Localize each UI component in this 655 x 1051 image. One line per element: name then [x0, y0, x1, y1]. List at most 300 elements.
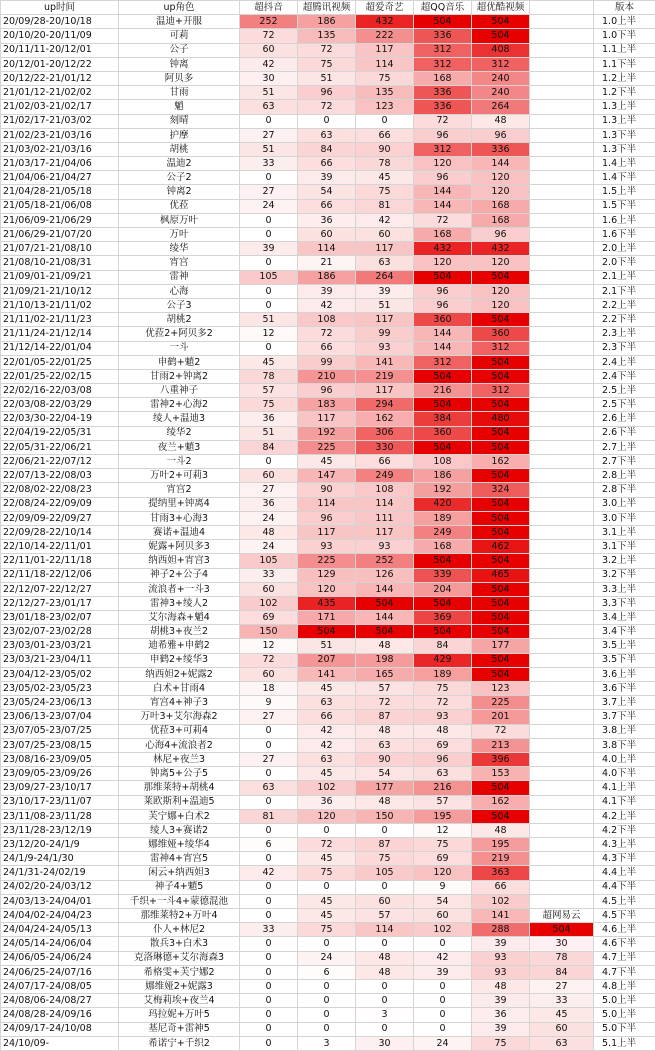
table-row: [1, 894, 655, 908]
value-cell: 102: [472, 894, 530, 908]
value-cell: 93: [414, 710, 472, 724]
value-cell: 93: [356, 341, 414, 355]
character-cell: 绫华2: [119, 426, 240, 440]
period-cell: 24/10/09-: [1, 1036, 119, 1050]
value-cell: 0: [240, 937, 298, 951]
character-cell: 娜维娅2+妮露3: [119, 979, 240, 993]
version-cell: 4.1下半: [594, 795, 655, 809]
period-cell: 24/04/24-24/05/13: [1, 923, 119, 937]
version-cell: 1.0下半: [594, 29, 655, 43]
value-cell: 66: [298, 199, 356, 213]
table-row: [1, 1036, 655, 1050]
value-cell: 75: [298, 866, 356, 880]
value-cell: 117: [298, 525, 356, 539]
version-cell: 2.5上半: [594, 384, 655, 398]
character-cell: 申鹤+魈2: [119, 355, 240, 369]
netease-value-cell: 27: [530, 979, 594, 993]
empty-cell: [530, 355, 594, 369]
table-row: [1, 724, 655, 738]
character-cell: 优菈2+阿贝多2: [119, 327, 240, 341]
value-cell: 120: [298, 582, 356, 596]
value-cell: 432: [356, 15, 414, 29]
table-row: [1, 781, 655, 795]
table-row: [1, 511, 655, 525]
value-cell: 339: [414, 568, 472, 582]
value-cell: 504: [414, 398, 472, 412]
empty-cell: [530, 596, 594, 610]
value-cell: 312: [414, 57, 472, 71]
value-cell: 120: [472, 185, 530, 199]
value-cell: 0: [240, 455, 298, 469]
version-cell: 5.0上半: [594, 994, 655, 1008]
empty-cell: [530, 29, 594, 43]
character-cell: 万叶3+艾尔海森2: [119, 710, 240, 724]
value-cell: 504: [472, 611, 530, 625]
version-cell: 3.3上半: [594, 582, 655, 596]
value-cell: 144: [414, 327, 472, 341]
version-cell: 1.2下半: [594, 86, 655, 100]
value-cell: 0: [356, 994, 414, 1008]
character-cell: 申鹤2+绫华3: [119, 653, 240, 667]
table-row: [1, 384, 655, 398]
character-cell: 八重神子: [119, 384, 240, 398]
value-cell: 504: [472, 582, 530, 596]
version-cell: 3.8上半: [594, 724, 655, 738]
value-cell: 27: [240, 752, 298, 766]
character-cell: 阿贝多: [119, 71, 240, 85]
version-cell: 4.2下半: [594, 823, 655, 837]
version-cell: 2.1上半: [594, 270, 655, 284]
value-cell: 0: [240, 213, 298, 227]
value-cell: 60: [240, 43, 298, 57]
value-cell: 99: [298, 355, 356, 369]
value-cell: 57: [356, 909, 414, 923]
value-cell: 192: [414, 483, 472, 497]
value-cell: 504: [472, 667, 530, 681]
value-cell: 42: [240, 57, 298, 71]
value-cell: 102: [414, 923, 472, 937]
table-row: [1, 298, 655, 312]
value-cell: 54: [356, 767, 414, 781]
table-row: [1, 1022, 655, 1036]
value-cell: 96: [414, 752, 472, 766]
value-cell: 0: [356, 937, 414, 951]
empty-cell: [530, 426, 594, 440]
value-cell: 33: [240, 568, 298, 582]
netease-value-cell: 63: [530, 1036, 594, 1050]
value-cell: 75: [240, 398, 298, 412]
value-cell: 30: [240, 71, 298, 85]
value-cell: 39: [414, 965, 472, 979]
value-cell: 78: [356, 157, 414, 171]
version-cell: 3.0上半: [594, 497, 655, 511]
table-row: [1, 653, 655, 667]
empty-cell: [530, 667, 594, 681]
value-cell: 225: [298, 554, 356, 568]
version-cell: 5.0下半: [594, 1022, 655, 1036]
value-cell: 24: [240, 511, 298, 525]
character-cell: 万叶: [119, 228, 240, 242]
value-cell: 186: [414, 469, 472, 483]
period-cell: 23/09/05-23/09/26: [1, 767, 119, 781]
value-cell: 171: [298, 611, 356, 625]
value-cell: 51: [298, 71, 356, 85]
empty-cell: [530, 469, 594, 483]
value-cell: 384: [414, 412, 472, 426]
value-cell: 72: [356, 696, 414, 710]
character-cell: 赛诺+温迪4: [119, 525, 240, 539]
value-cell: 114: [356, 57, 414, 71]
period-cell: 24/06/05-24/06/24: [1, 951, 119, 965]
value-cell: 84: [298, 142, 356, 156]
value-cell: 72: [298, 100, 356, 114]
version-cell: 2.1下半: [594, 284, 655, 298]
value-cell: 36: [240, 412, 298, 426]
period-cell: 20/12/01-20/12/22: [1, 57, 119, 71]
version-cell: 3.5下半: [594, 653, 655, 667]
value-cell: 504: [298, 625, 356, 639]
character-cell: 绫人3+赛诺2: [119, 823, 240, 837]
table-row: [1, 866, 655, 880]
period-cell: 24/06/25-24/07/16: [1, 965, 119, 979]
version-cell: 2.8上半: [594, 469, 655, 483]
version-cell: 4.5上半: [594, 894, 655, 908]
value-cell: 0: [414, 979, 472, 993]
value-cell: 42: [298, 738, 356, 752]
value-cell: 186: [298, 15, 356, 29]
version-cell: 4.7上半: [594, 951, 655, 965]
value-cell: 264: [356, 270, 414, 284]
table-row: [1, 809, 655, 823]
empty-cell: [530, 157, 594, 171]
value-cell: 324: [472, 483, 530, 497]
value-cell: 60: [298, 228, 356, 242]
character-cell: 闲云+纳西妲3: [119, 866, 240, 880]
empty-cell: [530, 86, 594, 100]
period-cell: 23/05/02-23/05/23: [1, 682, 119, 696]
table-row: [1, 185, 655, 199]
value-cell: 504: [472, 497, 530, 511]
empty-cell: [530, 185, 594, 199]
value-cell: 12: [240, 327, 298, 341]
table-row: [1, 327, 655, 341]
value-cell: 0: [298, 1008, 356, 1022]
table-row: [1, 142, 655, 156]
value-cell: 168: [472, 213, 530, 227]
character-cell: 绫人+温迪3: [119, 412, 240, 426]
value-cell: 249: [356, 469, 414, 483]
character-cell: 那维莱特2+万叶4: [119, 909, 240, 923]
table-row: [1, 738, 655, 752]
value-cell: 63: [298, 128, 356, 142]
value-cell: 0: [356, 1022, 414, 1036]
value-cell: 51: [356, 298, 414, 312]
character-cell: 枫原万叶: [119, 213, 240, 227]
value-cell: 504: [472, 426, 530, 440]
empty-cell: [530, 298, 594, 312]
character-cell: 胡桃3+夜兰2: [119, 625, 240, 639]
version-cell: 4.0下半: [594, 767, 655, 781]
value-cell: 0: [298, 823, 356, 837]
table-row: [1, 341, 655, 355]
value-cell: 201: [472, 710, 530, 724]
value-cell: 39: [298, 171, 356, 185]
period-cell: 22/01/25-22/02/15: [1, 369, 119, 383]
value-cell: 39: [472, 1022, 530, 1036]
table-row: [1, 369, 655, 383]
version-cell: 3.1上半: [594, 525, 655, 539]
value-cell: 48: [472, 823, 530, 837]
value-cell: 72: [240, 29, 298, 43]
value-cell: 39: [472, 994, 530, 1008]
value-cell: 30: [356, 1036, 414, 1050]
value-cell: 114: [356, 497, 414, 511]
character-cell: 白术+甘雨4: [119, 682, 240, 696]
empty-cell: [530, 710, 594, 724]
table-row: [1, 951, 655, 965]
character-cell: 雷神3+绫人2: [119, 596, 240, 610]
version-cell: 4.8上半: [594, 979, 655, 993]
version-cell: 3.8下半: [594, 738, 655, 752]
value-cell: 207: [298, 653, 356, 667]
character-cell: 刻晴: [119, 114, 240, 128]
table-row: [1, 838, 655, 852]
value-cell: 336: [414, 86, 472, 100]
value-cell: 504: [472, 469, 530, 483]
value-cell: 42: [414, 951, 472, 965]
empty-cell: [530, 128, 594, 142]
value-cell: 75: [472, 1036, 530, 1050]
value-cell: 360: [472, 327, 530, 341]
value-cell: 108: [298, 313, 356, 327]
period-cell: 24/08/06-24/08/27: [1, 994, 119, 1008]
value-cell: 252: [356, 554, 414, 568]
value-cell: 435: [298, 596, 356, 610]
value-cell: 0: [356, 880, 414, 894]
table-row: [1, 852, 655, 866]
value-cell: 45: [298, 909, 356, 923]
empty-cell: [530, 100, 594, 114]
value-cell: 177: [472, 639, 530, 653]
character-cell: 艾梅莉埃+夜兰4: [119, 994, 240, 1008]
table-row: [1, 242, 655, 256]
value-cell: 504: [414, 554, 472, 568]
value-cell: 240: [472, 71, 530, 85]
character-cell: 优菈: [119, 199, 240, 213]
value-cell: 0: [240, 284, 298, 298]
value-cell: 0: [298, 114, 356, 128]
character-cell: 基尼奇+雷神5: [119, 1022, 240, 1036]
value-cell: 24: [414, 1036, 472, 1050]
value-cell: 45: [240, 355, 298, 369]
value-cell: 99: [356, 327, 414, 341]
value-cell: 48: [414, 724, 472, 738]
value-cell: 96: [414, 171, 472, 185]
value-cell: 120: [472, 171, 530, 185]
value-cell: 162: [472, 795, 530, 809]
period-cell: 22/07/13-22/08/03: [1, 469, 119, 483]
character-cell: 纳西妲+宵宫3: [119, 554, 240, 568]
table-row: [1, 455, 655, 469]
value-cell: 18: [240, 682, 298, 696]
period-cell: 22/11/18-22/12/06: [1, 568, 119, 582]
value-cell: 9: [414, 880, 472, 894]
value-cell: 504: [356, 625, 414, 639]
header-period: up时间: [1, 1, 119, 15]
value-cell: 0: [240, 852, 298, 866]
version-cell: 4.5下半: [594, 909, 655, 923]
value-cell: 312: [472, 341, 530, 355]
value-cell: 165: [356, 667, 414, 681]
empty-cell: [530, 525, 594, 539]
character-cell: 妮露+阿贝多3: [119, 540, 240, 554]
table-row: [1, 213, 655, 227]
value-cell: 117: [356, 525, 414, 539]
table-row: [1, 596, 655, 610]
empty-cell: [530, 242, 594, 256]
table-row: [1, 752, 655, 766]
value-cell: 198: [356, 653, 414, 667]
value-cell: 0: [240, 979, 298, 993]
value-cell: 75: [356, 185, 414, 199]
table-row: [1, 114, 655, 128]
value-cell: 48: [356, 965, 414, 979]
version-cell: 4.3上半: [594, 838, 655, 852]
value-cell: 93: [472, 951, 530, 965]
value-cell: 48: [356, 795, 414, 809]
value-cell: 336: [414, 100, 472, 114]
netease-value-cell: 33: [530, 994, 594, 1008]
value-cell: 0: [356, 979, 414, 993]
period-cell: 21/02/23-21/03/16: [1, 128, 119, 142]
version-cell: 4.1上半: [594, 781, 655, 795]
value-cell: 0: [240, 256, 298, 270]
value-cell: 504: [414, 15, 472, 29]
value-cell: 96: [414, 298, 472, 312]
empty-cell: [530, 866, 594, 880]
period-cell: 20/09/28-20/10/18: [1, 15, 119, 29]
empty-cell: [530, 213, 594, 227]
value-cell: 0: [414, 937, 472, 951]
value-cell: 93: [298, 540, 356, 554]
value-cell: 51: [298, 639, 356, 653]
value-cell: 504: [414, 270, 472, 284]
value-cell: 27: [240, 128, 298, 142]
value-cell: 144: [414, 185, 472, 199]
character-cell: 千织+一斗4+蒙德混池: [119, 894, 240, 908]
version-cell: 4.2上半: [594, 809, 655, 823]
value-cell: 3: [356, 1008, 414, 1022]
empty-cell: [530, 114, 594, 128]
value-cell: 144: [414, 199, 472, 213]
value-cell: 108: [414, 455, 472, 469]
value-cell: 96: [298, 86, 356, 100]
value-cell: 168: [414, 71, 472, 85]
character-cell: 魈: [119, 100, 240, 114]
value-cell: 0: [356, 823, 414, 837]
period-cell: 23/01/18-23/02/07: [1, 611, 119, 625]
value-cell: 195: [472, 838, 530, 852]
value-cell: 168: [472, 199, 530, 213]
value-cell: 141: [298, 667, 356, 681]
empty-cell: [530, 611, 594, 625]
empty-cell: [530, 284, 594, 298]
empty-cell: [530, 582, 594, 596]
empty-cell: [530, 752, 594, 766]
value-cell: 66: [298, 341, 356, 355]
table-row: [1, 128, 655, 142]
period-cell: 21/03/02-21/03/16: [1, 142, 119, 156]
character-cell: 万叶2+可莉3: [119, 469, 240, 483]
value-cell: 360: [414, 313, 472, 327]
value-cell: 6: [298, 965, 356, 979]
empty-cell: [530, 384, 594, 398]
version-cell: 1.3下半: [594, 142, 655, 156]
period-cell: 23/09/27-23/10/17: [1, 781, 119, 795]
value-cell: 63: [356, 738, 414, 752]
version-cell: 2.3下半: [594, 341, 655, 355]
value-cell: 249: [414, 525, 472, 539]
value-cell: 48: [356, 724, 414, 738]
header-platform: 超优酷视频: [472, 1, 530, 15]
table-row: [1, 667, 655, 681]
value-cell: 0: [240, 880, 298, 894]
table-row: [1, 57, 655, 71]
period-cell: 23/07/25-23/08/15: [1, 738, 119, 752]
version-cell: 3.0下半: [594, 511, 655, 525]
netease-value-cell: 60: [530, 1022, 594, 1036]
character-cell: 可莉: [119, 29, 240, 43]
character-cell: 林尼+夜兰3: [119, 752, 240, 766]
character-cell: 芙宁娜+白术2: [119, 809, 240, 823]
version-cell: 4.6下半: [594, 937, 655, 951]
value-cell: 153: [472, 767, 530, 781]
value-cell: 120: [472, 256, 530, 270]
empty-cell: [530, 568, 594, 582]
table-row: [1, 284, 655, 298]
value-cell: 36: [472, 1008, 530, 1022]
empty-cell: [530, 57, 594, 71]
value-cell: 0: [240, 909, 298, 923]
value-cell: 117: [356, 242, 414, 256]
empty-cell: [530, 483, 594, 497]
value-cell: 72: [414, 213, 472, 227]
value-cell: 96: [414, 284, 472, 298]
table-row: [1, 696, 655, 710]
table-row: [1, 228, 655, 242]
value-cell: 360: [414, 426, 472, 440]
value-cell: 84: [414, 639, 472, 653]
value-cell: 144: [356, 611, 414, 625]
character-cell: 甘雨3+心海3: [119, 511, 240, 525]
character-cell: 温迪+开服: [119, 15, 240, 29]
value-cell: 189: [414, 511, 472, 525]
value-cell: 432: [414, 242, 472, 256]
value-cell: 33: [240, 157, 298, 171]
period-cell: 21/02/03-21/02/17: [1, 100, 119, 114]
version-cell: 3.7下半: [594, 710, 655, 724]
table-row: [1, 199, 655, 213]
header-platform: 超腾讯视频: [298, 1, 356, 15]
netease-value-cell: 84: [530, 965, 594, 979]
value-cell: 27: [240, 483, 298, 497]
value-cell: 48: [356, 639, 414, 653]
version-cell: 3.4下半: [594, 625, 655, 639]
value-cell: 90: [356, 142, 414, 156]
empty-cell: [530, 724, 594, 738]
value-cell: 150: [356, 809, 414, 823]
value-cell: 75: [298, 57, 356, 71]
